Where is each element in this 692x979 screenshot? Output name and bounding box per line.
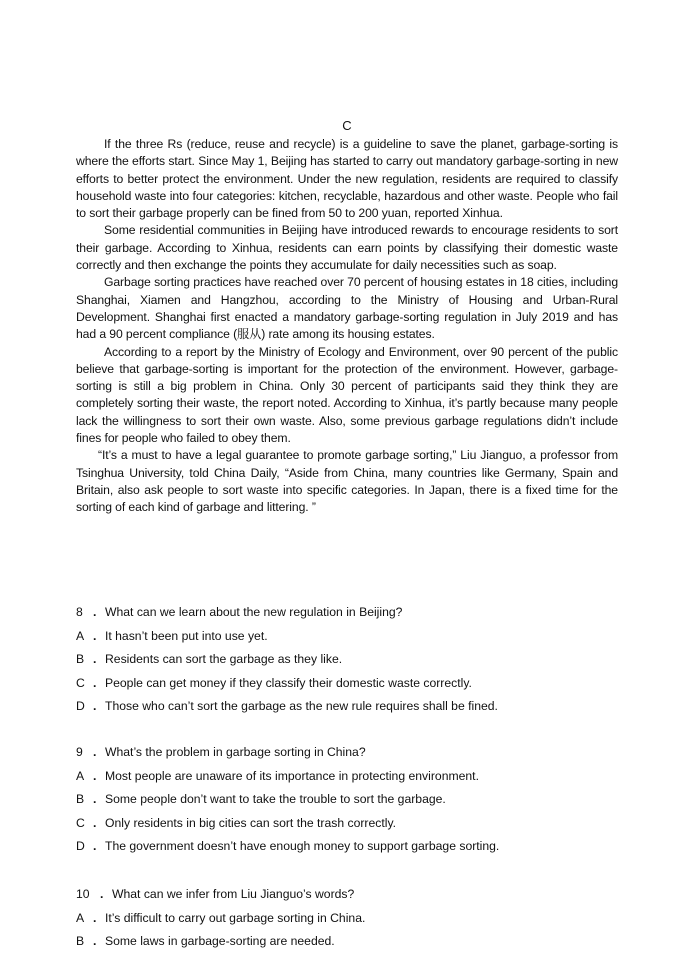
option-label: C bbox=[76, 815, 85, 830]
option-text: People can get money if they classify their domestic waste correctly. bbox=[105, 675, 472, 690]
question-10 bbox=[76, 886, 636, 957]
question-8 bbox=[76, 604, 636, 722]
question-stem bbox=[76, 886, 636, 910]
question-separator: . bbox=[93, 605, 97, 619]
option-label: A bbox=[76, 910, 85, 925]
question-number: 9 bbox=[76, 745, 83, 759]
option-separator: . bbox=[93, 628, 97, 643]
option-c[interactable] bbox=[76, 675, 636, 699]
option-label: D bbox=[76, 839, 85, 854]
option-d[interactable] bbox=[76, 838, 636, 862]
option-label: B bbox=[76, 792, 85, 807]
question-text: What can we infer from Liu Jianguo’s words? bbox=[112, 887, 355, 901]
option-label: D bbox=[76, 699, 85, 714]
option-a[interactable] bbox=[76, 910, 636, 934]
option-text: It hasn’t been put into use yet. bbox=[105, 628, 268, 643]
passage-paragraph-3: Garbage sorting practices have reached over 70 percent of housing estates in 18 cities, including Shanghai, Xiamen and Hangzhou, according to the Ministry of Housing and Urban-Rural Development. Shanghai first enacted a mandatory garbage-sorting regulation in July 2019 and has had a 90 percent compliance (服从) rate among its housing estates. bbox=[76, 275, 618, 342]
option-separator: . bbox=[93, 839, 97, 854]
option-separator: . bbox=[93, 652, 97, 667]
option-separator: . bbox=[93, 815, 97, 830]
question-separator: . bbox=[100, 887, 104, 901]
option-separator: . bbox=[93, 675, 97, 690]
option-separator: . bbox=[93, 768, 97, 783]
option-a[interactable] bbox=[76, 768, 636, 792]
reading-passage bbox=[76, 136, 618, 517]
option-label: B bbox=[76, 934, 85, 949]
option-separator: . bbox=[93, 910, 97, 925]
question-number: 10 bbox=[76, 887, 90, 901]
option-d[interactable] bbox=[76, 698, 636, 722]
option-text: Residents can sort the garbage as they like. bbox=[105, 652, 343, 667]
option-text: Some laws in garbage-sorting are needed. bbox=[105, 934, 335, 949]
question-9 bbox=[76, 744, 636, 862]
option-text: The government doesn’t have enough money to support garbage sorting. bbox=[105, 839, 500, 854]
option-text: Those who can’t sort the garbage as the new rule requires shall be fined. bbox=[105, 699, 498, 714]
option-text: Only residents in big cities can sort the trash correctly. bbox=[105, 815, 397, 830]
option-text: Some people don’t want to take the trouble to sort the garbage. bbox=[105, 792, 446, 807]
question-number: 8 bbox=[76, 605, 83, 619]
question-text: What can we learn about the new regulation in Beijing? bbox=[105, 605, 403, 619]
document-page bbox=[76, 118, 618, 517]
question-stem bbox=[76, 744, 636, 768]
option-a[interactable] bbox=[76, 628, 636, 652]
question-separator: . bbox=[93, 745, 97, 759]
option-b[interactable] bbox=[76, 933, 636, 957]
option-separator: . bbox=[93, 792, 97, 807]
section-heading: C bbox=[342, 118, 352, 133]
passage-paragraph-2: Some residential communities in Beijing have introduced rewards to encourage residents to sort their garbage. According to Xinhua, residents can earn points by classifying their domestic waste correctly and then exchange the points they accumulate for daily necessities such as soap. bbox=[76, 223, 618, 273]
option-label: A bbox=[76, 628, 85, 643]
option-separator: . bbox=[93, 934, 97, 949]
option-text: Most people are unaware of its importance in protecting environment. bbox=[105, 768, 479, 783]
passage-paragraph-4: According to a report by the Ministry of Ecology and Environment, over 90 percent of the public believe that garbage-sorting is important for the protection of the environment. However, garbage-sorting is still a big problem in China. Only 30 percent of participants said they think they are completely sorting their waste, the report noted. According to Xinhua, it’s partly because many people lack the willingness to sort their own waste. Also, some previous garbage regulations didn’t include fines for people who failed to obey them. bbox=[76, 344, 618, 446]
option-label: A bbox=[76, 768, 85, 783]
option-text: It’s difficult to carry out garbage sorting in China. bbox=[105, 910, 366, 925]
question-stem bbox=[76, 604, 636, 628]
option-b[interactable] bbox=[76, 791, 636, 815]
option-label: B bbox=[76, 652, 85, 667]
option-b[interactable] bbox=[76, 651, 636, 675]
option-separator: . bbox=[93, 699, 97, 714]
passage-paragraph-1: If the three Rs (reduce, reuse and recycle) is a guideline to save the planet, garbage-sorting is where the efforts start. Since May 1, Beijing has started to carry out mandatory garbage-sorting in new efforts to better protect the environment. Under the new regulation, residents are required to classify household waste into four categories: kitchen, recyclable, hazardous and other waste. People who fail to sort their garbage properly can be fined from 50 to 200 yuan, reported Xinhua. bbox=[76, 137, 618, 221]
option-c[interactable] bbox=[76, 815, 636, 839]
option-label: C bbox=[76, 675, 85, 690]
question-text: What’s the problem in garbage sorting in China? bbox=[105, 745, 366, 759]
passage-paragraph-5: “It’s a must to have a legal guarantee to promote garbage sorting,” Liu Jianguo, a professor from Tsinghua University, told China Daily, “Aside from China, many countries like Germany, Spain and Britain, also ask people to sort waste into specific categories. In Japan, there is a fixed time for the sorting of each kind of garbage and littering. ” bbox=[76, 448, 618, 515]
